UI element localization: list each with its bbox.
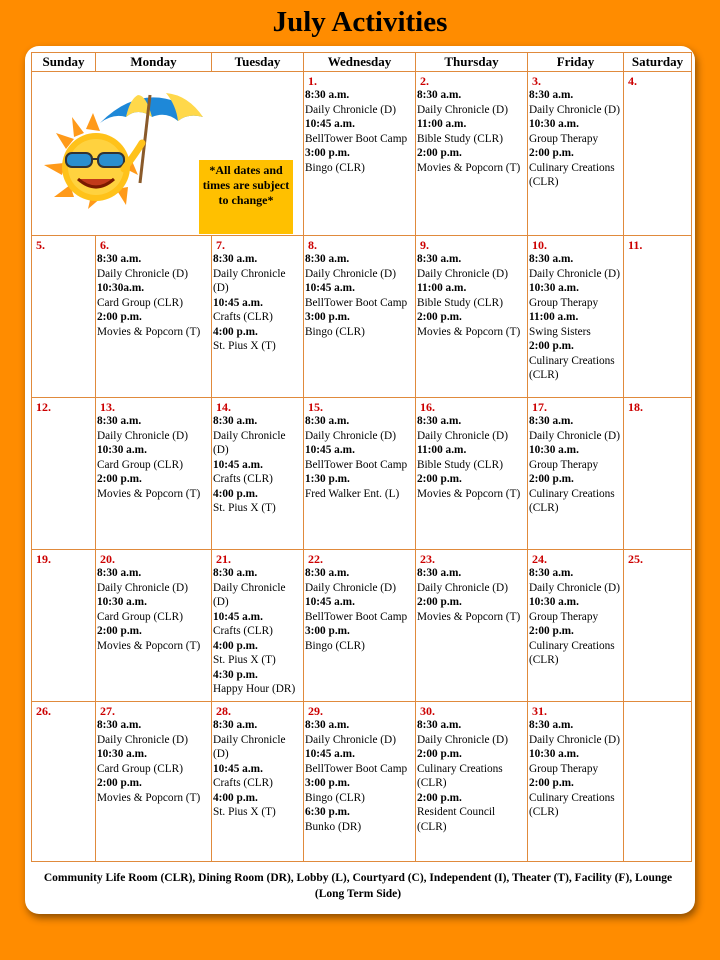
event-entry	[304, 252, 415, 281]
event-activity: Bingo (CLR)	[305, 639, 365, 652]
event-entry	[212, 791, 303, 820]
event-entry	[212, 762, 303, 791]
event-time: 2:00 p.m.	[529, 340, 574, 352]
day-cell-wednesday	[304, 550, 416, 702]
event-time: 8:30 a.m.	[213, 415, 258, 427]
event-entry	[96, 747, 211, 776]
event-time: 3:00 p.m.	[305, 311, 350, 323]
event-activity: Movies & Popcorn (T)	[97, 487, 201, 500]
event-activity: Daily Chronicle (D)	[417, 733, 508, 746]
day-number: 31.	[532, 704, 547, 718]
event-entry	[528, 566, 623, 595]
event-entry	[304, 88, 415, 117]
sun-icon	[44, 113, 142, 209]
day-number: 10.	[532, 238, 547, 252]
event-entry	[212, 458, 303, 487]
event-activity: Daily Chronicle (D)	[417, 103, 508, 116]
event-entry	[96, 624, 211, 653]
day-cell-friday	[528, 702, 624, 862]
event-activity: Daily Chronicle (D)	[417, 267, 508, 280]
event-time: 10:45 a.m.	[305, 748, 355, 760]
event-entry	[96, 595, 211, 624]
event-activity: BellTower Boot Camp	[305, 132, 408, 145]
event-entry	[528, 624, 623, 668]
event-time: 8:30 a.m.	[529, 253, 574, 265]
event-entry	[416, 443, 527, 472]
event-entry	[528, 443, 623, 472]
day-cell-tuesday	[212, 398, 304, 550]
day-cell-thursday	[416, 236, 528, 398]
event-activity: Bingo (CLR)	[305, 325, 365, 338]
event-activity: Happy Hour (DR)	[213, 683, 296, 695]
event-entry	[528, 252, 623, 281]
day-number: 18.	[628, 400, 643, 414]
event-time: 3:00 p.m.	[305, 777, 350, 789]
event-activity: Movies & Popcorn (T)	[417, 487, 521, 500]
day-number: 27.	[100, 704, 115, 718]
event-time: 10:45 a.m.	[305, 596, 355, 608]
event-time: 2:00 p.m.	[97, 473, 142, 485]
day-number: 12.	[36, 400, 51, 414]
day-cell-friday	[528, 72, 624, 236]
event-entry	[528, 281, 623, 310]
event-entry	[304, 472, 415, 501]
event-time: 2:00 p.m.	[417, 596, 462, 608]
event-activity: St. Pius X (T)	[213, 806, 276, 818]
event-activity: Bunko (DR)	[305, 820, 362, 833]
event-activity: Group Therapy	[529, 458, 599, 471]
weekday-header-row	[32, 53, 692, 72]
event-time: 4:30 p.m.	[213, 668, 258, 681]
event-time: 8:30 a.m.	[529, 567, 574, 579]
event-time: 2:00 p.m.	[529, 473, 574, 485]
event-time: 8:30 a.m.	[417, 89, 462, 101]
event-time: 10:30 a.m.	[97, 444, 147, 456]
day-number: 2.	[420, 74, 429, 88]
event-time: 4:00 p.m.	[213, 639, 258, 652]
event-time: 10:45 a.m.	[213, 296, 263, 309]
event-activity: Daily Chronicle (D)	[529, 103, 620, 116]
day-number: 11.	[628, 238, 643, 252]
event-activity: Culinary Creations (CLR)	[529, 639, 615, 666]
event-entry	[416, 146, 527, 175]
day-number: 28.	[216, 704, 231, 718]
event-time: 10:45 a.m.	[305, 282, 355, 294]
event-time: 10:30 a.m.	[97, 748, 147, 760]
event-time: 2:00 p.m.	[529, 625, 574, 637]
event-time: 10:30 a.m.	[529, 118, 579, 130]
event-entry	[304, 146, 415, 175]
day-number: 4.	[628, 74, 637, 88]
event-time: 4:00 p.m.	[213, 325, 258, 338]
event-activity: Movies & Popcorn (T)	[97, 639, 201, 652]
event-entry	[212, 668, 303, 697]
event-entry	[212, 610, 303, 639]
day-cell-tuesday	[212, 236, 304, 398]
calendar-week-row	[32, 702, 692, 862]
event-time: 8:30 a.m.	[529, 719, 574, 731]
event-activity: Bingo (CLR)	[305, 161, 365, 174]
event-activity: Bingo (CLR)	[305, 791, 365, 804]
calendar-week-row	[32, 398, 692, 550]
weekday-sunday: Sunday	[32, 53, 96, 72]
event-activity: Daily Chronicle (D)	[417, 581, 508, 594]
day-number: 21.	[216, 552, 231, 566]
event-activity: Crafts (CLR)	[213, 473, 273, 485]
event-time: 3:00 p.m.	[305, 147, 350, 159]
event-time: 8:30 a.m.	[213, 253, 258, 265]
day-number: 26.	[36, 704, 51, 718]
day-number: 24.	[532, 552, 547, 566]
event-activity: Bible Study (CLR)	[417, 132, 503, 145]
event-activity: BellTower Boot Camp	[305, 762, 408, 775]
event-entry	[212, 252, 303, 296]
event-entry	[304, 805, 415, 834]
event-entry	[416, 252, 527, 281]
event-activity: Daily Chronicle (D)	[529, 267, 620, 280]
event-time: 8:30 a.m.	[97, 415, 142, 427]
event-entry	[304, 443, 415, 472]
event-activity: Card Group (CLR)	[97, 762, 183, 775]
event-time: 10:45 a.m.	[305, 444, 355, 456]
event-entry	[212, 487, 303, 516]
event-time: 2:00 p.m.	[97, 625, 142, 637]
event-activity: Daily Chronicle (D)	[97, 429, 188, 442]
event-time: 10:30 a.m.	[529, 282, 579, 294]
day-cell-wednesday	[304, 702, 416, 862]
weekday-friday: Friday	[528, 53, 624, 72]
event-time: 8:30 a.m.	[417, 253, 462, 265]
event-time: 3:00 p.m.	[305, 625, 350, 637]
day-number: 19.	[36, 552, 51, 566]
event-activity: Daily Chronicle (D)	[305, 581, 396, 594]
event-activity: Crafts (CLR)	[213, 625, 273, 637]
event-activity: Card Group (CLR)	[97, 458, 183, 471]
event-entry	[212, 718, 303, 762]
event-time: 8:30 a.m.	[213, 567, 258, 579]
event-activity: Daily Chronicle (D)	[213, 267, 286, 294]
event-entry	[304, 414, 415, 443]
event-entry	[96, 310, 211, 339]
event-entry	[304, 117, 415, 146]
event-entry	[96, 281, 211, 310]
event-activity: Daily Chronicle (D)	[213, 733, 286, 760]
event-activity: Daily Chronicle (D)	[417, 429, 508, 442]
day-number: 20.	[100, 552, 115, 566]
day-cell-monday	[96, 398, 212, 550]
event-entry	[528, 146, 623, 190]
event-entry	[416, 310, 527, 339]
event-time: 2:00 p.m.	[417, 791, 462, 804]
event-entry	[416, 88, 527, 117]
event-entry	[304, 310, 415, 339]
event-activity: Daily Chronicle (D)	[305, 429, 396, 442]
event-time: 8:30 a.m.	[305, 89, 350, 101]
event-activity: BellTower Boot Camp	[305, 610, 408, 623]
event-time: 2:00 p.m.	[97, 311, 142, 323]
event-time: 8:30 a.m.	[529, 89, 574, 101]
event-time: 8:30 a.m.	[97, 567, 142, 579]
event-entry	[96, 252, 211, 281]
day-cell-thursday	[416, 702, 528, 862]
event-entry	[416, 791, 527, 835]
event-activity: Group Therapy	[529, 296, 599, 309]
event-activity: Daily Chronicle (D)	[213, 429, 286, 456]
event-entry	[528, 414, 623, 443]
empty-day-cell	[624, 702, 692, 862]
day-cell-sunday	[32, 550, 96, 702]
event-activity: Crafts (CLR)	[213, 777, 273, 789]
event-activity: Crafts (CLR)	[213, 311, 273, 323]
day-cell-thursday	[416, 72, 528, 236]
day-number: 5.	[36, 238, 45, 252]
event-entry	[528, 117, 623, 146]
event-time: 10:30a.m.	[97, 282, 145, 294]
day-cell-tuesday	[212, 702, 304, 862]
weekday-thursday: Thursday	[416, 53, 528, 72]
event-entry	[96, 414, 211, 443]
event-activity: St. Pius X (T)	[213, 502, 276, 514]
event-time: 2:00 p.m.	[417, 748, 462, 760]
event-entry	[96, 472, 211, 501]
event-entry	[416, 117, 527, 146]
day-cell-monday	[96, 236, 212, 398]
weekday-wednesday: Wednesday	[304, 53, 416, 72]
day-cell-tuesday	[212, 550, 304, 702]
day-cell-sunday	[32, 236, 96, 398]
event-activity: Group Therapy	[529, 132, 599, 145]
day-cell-wednesday	[304, 398, 416, 550]
event-activity: Fred Walker Ent. (L)	[305, 487, 400, 500]
event-time: 8:30 a.m.	[305, 567, 350, 579]
event-activity: Card Group (CLR)	[97, 296, 183, 309]
day-number: 15.	[308, 400, 323, 414]
event-activity: Daily Chronicle (D)	[305, 733, 396, 746]
event-activity: Card Group (CLR)	[97, 610, 183, 623]
day-cell-monday	[96, 550, 212, 702]
event-time: 10:30 a.m.	[529, 748, 579, 760]
event-entry	[304, 595, 415, 624]
day-cell-saturday	[624, 550, 692, 702]
event-time: 8:30 a.m.	[213, 719, 258, 731]
event-entry	[528, 718, 623, 747]
event-activity: Movies & Popcorn (T)	[417, 610, 521, 623]
event-time: 2:00 p.m.	[417, 473, 462, 485]
day-cell-thursday	[416, 550, 528, 702]
event-entry	[304, 718, 415, 747]
event-time: 10:45 a.m.	[213, 458, 263, 471]
day-number: 13.	[100, 400, 115, 414]
event-entry	[96, 566, 211, 595]
day-cell-thursday	[416, 398, 528, 550]
event-time: 10:45 a.m.	[305, 118, 355, 130]
event-activity: Culinary Creations (CLR)	[529, 161, 615, 188]
event-activity: Daily Chronicle (D)	[529, 733, 620, 746]
event-activity: Daily Chronicle (D)	[97, 267, 188, 280]
event-activity: Culinary Creations (CLR)	[417, 762, 503, 789]
event-activity: Daily Chronicle (D)	[213, 581, 286, 608]
event-entry	[416, 566, 527, 595]
event-activity: BellTower Boot Camp	[305, 296, 408, 309]
event-activity: Daily Chronicle (D)	[305, 267, 396, 280]
event-time: 11:00 a.m.	[417, 118, 467, 130]
event-activity: Daily Chronicle (D)	[529, 429, 620, 442]
weekday-saturday: Saturday	[624, 53, 692, 72]
event-time: 6:30 p.m.	[305, 806, 350, 818]
day-cell-sunday	[32, 702, 96, 862]
day-number: 3.	[532, 74, 541, 88]
event-entry	[528, 472, 623, 516]
event-activity: Movies & Popcorn (T)	[417, 325, 521, 338]
event-activity: Movies & Popcorn (T)	[97, 325, 201, 338]
event-activity: St. Pius X (T)	[213, 654, 276, 666]
event-time: 4:00 p.m.	[213, 791, 258, 804]
event-entry	[212, 325, 303, 354]
event-activity: Resident Council (CLR)	[417, 806, 496, 833]
event-activity: Bible Study (CLR)	[417, 296, 503, 309]
event-activity: Movies & Popcorn (T)	[97, 791, 201, 804]
event-time: 11:00 a.m.	[417, 282, 467, 294]
location-legend: Community Life Room (CLR), Dining Room (DR), Lobby (L), Courtyard (C), Independent (I), Theater (T), Facility (F), Lounge (Long Term Side)	[43, 872, 673, 900]
event-entry	[212, 639, 303, 668]
day-number: 22.	[308, 552, 323, 566]
event-time: 4:00 p.m.	[213, 487, 258, 500]
day-number: 8.	[308, 238, 317, 252]
event-activity: Bible Study (CLR)	[417, 458, 503, 471]
day-cell-sunday	[32, 398, 96, 550]
event-time: 8:30 a.m.	[97, 719, 142, 731]
event-entry	[304, 776, 415, 805]
day-number: 25.	[628, 552, 643, 566]
day-cell-saturday	[624, 72, 692, 236]
event-time: 2:00 p.m.	[97, 777, 142, 789]
event-time: 8:30 a.m.	[305, 415, 350, 427]
event-time: 10:30 a.m.	[529, 444, 579, 456]
event-time: 8:30 a.m.	[417, 719, 462, 731]
event-activity: Culinary Creations (CLR)	[529, 354, 615, 381]
event-time: 2:00 p.m.	[529, 777, 574, 789]
event-time: 8:30 a.m.	[97, 253, 142, 265]
event-entry	[416, 718, 527, 747]
day-cell-saturday	[624, 398, 692, 550]
event-entry	[528, 595, 623, 624]
day-number: 1.	[308, 74, 317, 88]
day-number: 6.	[100, 238, 109, 252]
sun-umbrella-illustration	[38, 83, 206, 209]
event-time: 10:45 a.m.	[213, 610, 263, 623]
event-activity: Culinary Creations (CLR)	[529, 487, 615, 514]
event-entry	[416, 747, 527, 791]
schedule-note: *All dates and times are subject to change*	[199, 160, 293, 234]
day-cell-saturday	[624, 236, 692, 398]
day-number: 14.	[216, 400, 231, 414]
event-time: 10:30 a.m.	[529, 596, 579, 608]
event-time: 2:00 p.m.	[417, 147, 462, 159]
event-activity: Group Therapy	[529, 610, 599, 623]
day-cell-monday	[96, 702, 212, 862]
page-title: July Activities	[272, 6, 448, 38]
event-entry	[212, 566, 303, 610]
event-time: 2:00 p.m.	[529, 147, 574, 159]
event-entry	[304, 624, 415, 653]
event-time: 11:00 a.m.	[529, 311, 579, 323]
event-entry	[528, 310, 623, 339]
event-entry	[416, 595, 527, 624]
day-cell-wednesday	[304, 236, 416, 398]
event-entry	[212, 414, 303, 458]
event-entry	[96, 718, 211, 747]
day-number: 7.	[216, 238, 225, 252]
event-activity: Group Therapy	[529, 762, 599, 775]
event-entry	[96, 776, 211, 805]
calendar-week-row	[32, 236, 692, 398]
event-entry	[96, 443, 211, 472]
calendar-week-row	[32, 550, 692, 702]
event-activity: Daily Chronicle (D)	[305, 103, 396, 116]
event-time: 1:30 p.m.	[305, 473, 350, 485]
event-entry	[416, 414, 527, 443]
event-activity: Movies & Popcorn (T)	[417, 161, 521, 174]
day-number: 30.	[420, 704, 435, 718]
day-cell-friday	[528, 550, 624, 702]
day-number: 16.	[420, 400, 435, 414]
weekday-monday: Monday	[96, 53, 212, 72]
event-entry	[304, 747, 415, 776]
day-number: 29.	[308, 704, 323, 718]
event-activity: Daily Chronicle (D)	[529, 581, 620, 594]
event-activity: Culinary Creations (CLR)	[529, 791, 615, 818]
weekday-tuesday: Tuesday	[212, 53, 304, 72]
day-cell-wednesday	[304, 72, 416, 236]
event-activity: St. Pius X (T)	[213, 340, 276, 352]
event-activity: Swing Sisters	[529, 325, 591, 338]
event-activity: Daily Chronicle (D)	[97, 581, 188, 594]
event-time: 10:45 a.m.	[213, 762, 263, 775]
event-entry	[528, 776, 623, 820]
event-entry	[304, 281, 415, 310]
event-time: 10:30 a.m.	[97, 596, 147, 608]
event-entry	[416, 472, 527, 501]
event-activity: BellTower Boot Camp	[305, 458, 408, 471]
event-entry	[528, 339, 623, 383]
day-cell-friday	[528, 398, 624, 550]
event-time: 11:00 a.m.	[417, 444, 467, 456]
event-time: 8:30 a.m.	[529, 415, 574, 427]
event-entry	[304, 566, 415, 595]
day-number: 17.	[532, 400, 547, 414]
day-cell-friday	[528, 236, 624, 398]
event-time: 8:30 a.m.	[305, 253, 350, 265]
event-entry	[528, 88, 623, 117]
event-time: 8:30 a.m.	[305, 719, 350, 731]
event-time: 8:30 a.m.	[417, 415, 462, 427]
event-activity: Daily Chronicle (D)	[97, 733, 188, 746]
day-number: 23.	[420, 552, 435, 566]
event-time: 8:30 a.m.	[417, 567, 462, 579]
event-entry	[212, 296, 303, 325]
event-entry	[528, 747, 623, 776]
event-entry	[416, 281, 527, 310]
day-number: 9.	[420, 238, 429, 252]
event-time: 2:00 p.m.	[417, 311, 462, 323]
